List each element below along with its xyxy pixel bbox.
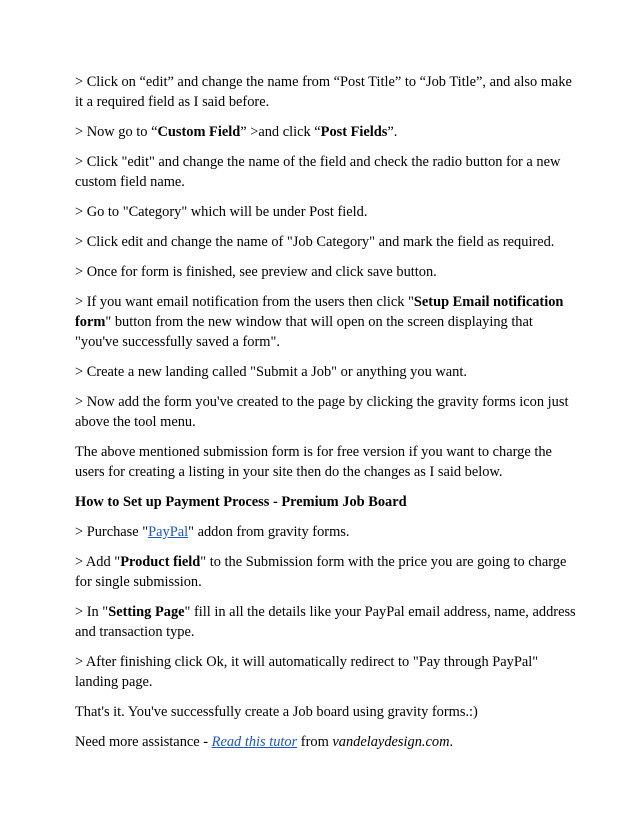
bold-custom-field: Custom Field xyxy=(157,124,241,140)
step-job-category: > Click edit and change the name of "Job Category" and mark the field as required. xyxy=(75,234,555,250)
step-add-form: > Now add the form you've created to the page by clicking the gravity forms icon just above the tool menu. xyxy=(75,394,569,430)
bold-setting-page: Setting Page xyxy=(108,604,185,620)
paypal-link[interactable]: PayPal xyxy=(148,524,189,540)
section-heading: How to Set up Payment Process - Premium Job Board xyxy=(75,494,407,510)
step-email-notification: > If you want email notification from the users then click "Setup Email notification form" button from the new window that will open on the screen displaying that "you've successfully saved a form". xyxy=(75,294,564,350)
read-tutor-link[interactable]: Read this tutor xyxy=(211,734,298,750)
bold-setup-email: Setup Email notification form xyxy=(75,294,564,330)
paragraph-conclusion: That's it. You've successfully create a Job board using gravity forms.:) xyxy=(75,704,478,720)
step-purchase-paypal: > Purchase "PayPal" addon from gravity forms. xyxy=(75,524,350,540)
step-landing-page: > Create a new landing called "Submit a Job" or anything you want. xyxy=(75,364,467,380)
source-site: vandelaydesign.com xyxy=(332,734,450,750)
step-preview-save: > Once for form is finished, see preview and click save button. xyxy=(75,264,437,280)
bold-post-fields: Post Fields xyxy=(320,124,388,140)
paragraph-free-version: The above mentioned submission form is for free version if you want to charge the users for creating a listing in your site then do the changes as I said below. xyxy=(75,444,552,480)
step-category: > Go to "Category" which will be under Post field. xyxy=(75,204,368,220)
step-rename-post-title: > Click on “edit” and change the name from “Post Title” to “Job Title”, and also make it a required field as I said before. xyxy=(75,74,572,110)
step-setting-page: > In "Setting Page" fill in all the details like your PayPal email address, name, address and transaction type. xyxy=(75,604,576,640)
bold-product-field: Product field xyxy=(120,554,201,570)
step-edit-field: > Click "edit" and change the name of the field and check the radio button for a new custom field name. xyxy=(75,154,561,190)
step-custom-field: > Now go to “Custom Field” >and click “Post Fields”. xyxy=(75,124,398,140)
step-redirect: > After finishing click Ok, it will automatically redirect to "Pay through PayPal" landing page. xyxy=(75,654,539,690)
paragraph-more-assistance: Need more assistance - Read this tutor from vandelaydesign.com. xyxy=(75,734,454,750)
step-product-field: > Add "Product field" to the Submission form with the price you are going to charge for single submission. xyxy=(75,554,567,590)
